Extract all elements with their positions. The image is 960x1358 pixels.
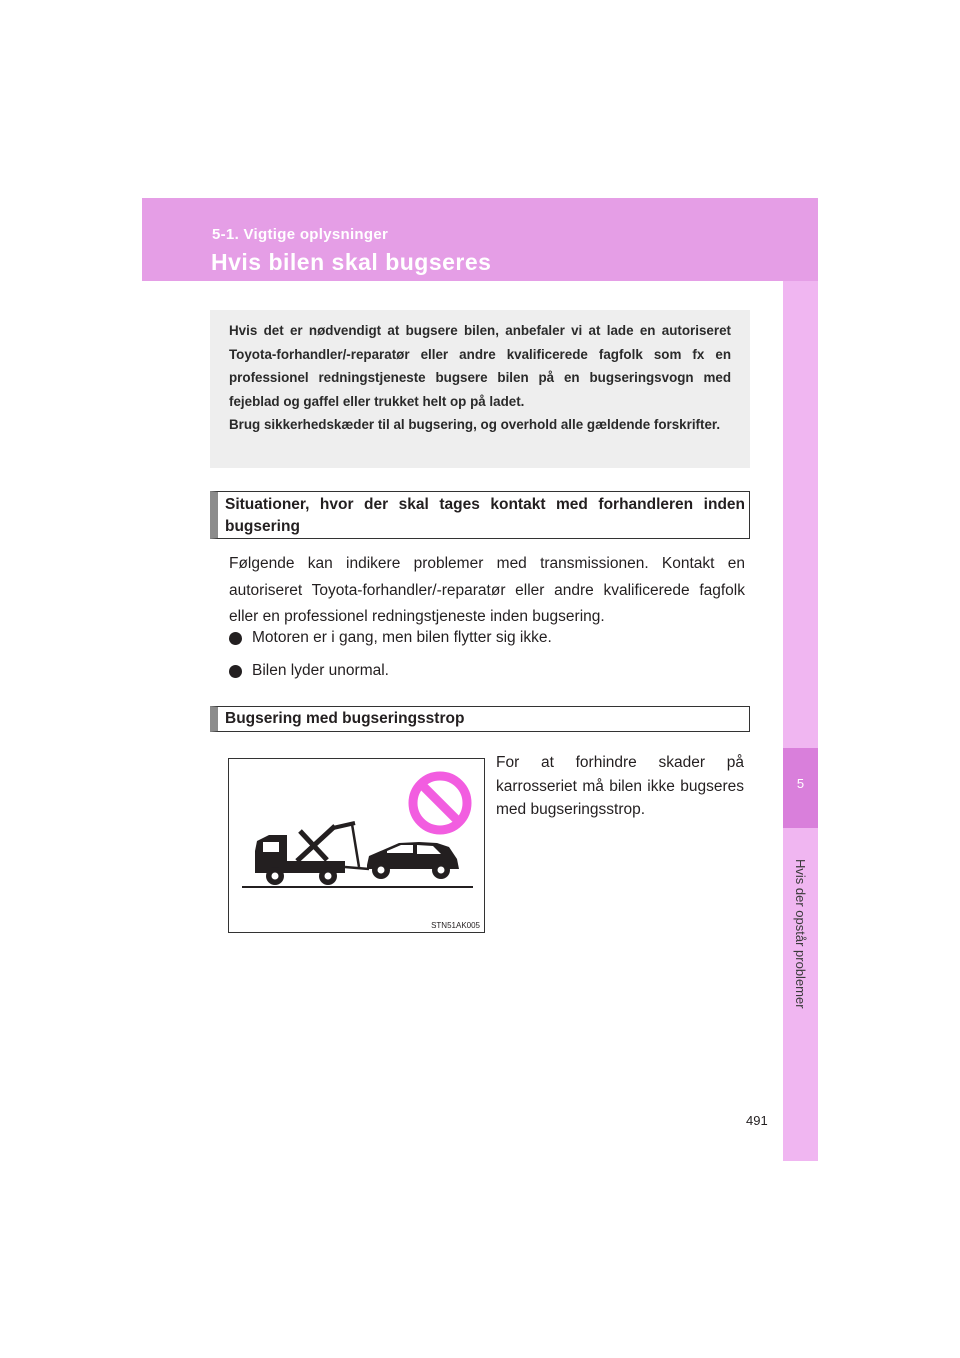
list-item [229,662,389,680]
tow-truck-icon [255,823,369,885]
section-body-tow-strap: For at forhindre skader på karrosseriet må bilen ikke bugseres med bugseringsstrop. [496,754,744,818]
page-number: 491 [746,1113,768,1128]
car-icon [367,842,459,879]
bullet-icon [229,665,242,678]
bullet-icon [229,632,242,645]
page-title: Hvis bilen skal bugseres [211,249,492,275]
list-item [229,629,552,647]
intro-paragraph-2: Brug sikkerhedskæder til al bugsering, og overhold alle gældende forskrifter. [229,417,721,432]
prohibition-sign-icon [413,776,467,830]
section-heading-tow-strap: Bugsering med bugseringsstrop [210,706,750,732]
intro-paragraph-1: Hvis det er nødvendigt at bugsere bilen, anbefaler vi at lade en autoriseret Toyota-forhandler/-reparatør eller andre kvalificerede fagfolk som fx en professionel redningstjeneste bugsere bilen på en bugseringsvogn med fejeblad og gaffel eller trukket helt op på ladet. [229,323,731,409]
towing-illustration [228,758,485,933]
chapter-number: 5 [796,776,805,791]
figure-code: STN51AK005 [431,921,480,930]
chapter-number-tab[interactable] [783,748,818,828]
list-item-text: Bilen lyder unormal. [252,662,389,679]
towing-illustration-svg [229,759,484,932]
chapter-title: Hvis der opstår problemer [793,858,808,1009]
section-body-transmission: Følgende kan indikere problemer med transmissionen. Kontakt en autoriseret Toyota-forhandler/-reparatør eller andre kvalificerede fagfolk eller en professionel redningstjeneste inden bugsering. [229,555,745,625]
intro-box [210,310,750,468]
chapter-side-tab[interactable] [783,281,818,1161]
section-heading-dealer-contact: Situationer, hvor der skal tages kontakt med forhandleren inden bugsering [210,491,750,539]
list-item-text: Motoren er i gang, men bilen flytter sig ikke. [252,629,552,646]
section-label: 5-1. Vigtige oplysninger [212,226,389,243]
